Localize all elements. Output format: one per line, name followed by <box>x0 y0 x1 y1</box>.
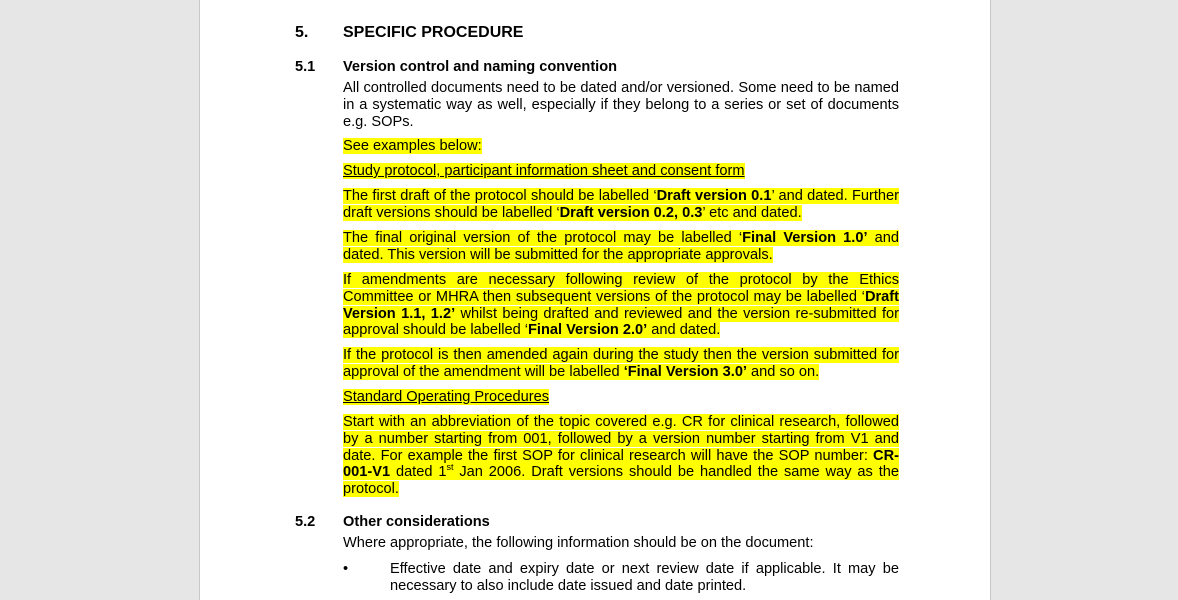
section-5-1-title: Version control and naming convention <box>343 59 618 75</box>
section-5-title: SPECIFIC PROCEDURE <box>343 24 524 41</box>
section-5-number: 5. <box>295 24 309 41</box>
para-final-version: The final original version of the protocol may be labelled ‘Final Version 1.0’ and dated. This version will be submitted for the appropriate approvals. <box>343 230 900 263</box>
subheading-protocol: Study protocol, participant information sheet and consent form <box>343 163 745 179</box>
document-page <box>199 0 991 600</box>
bullet-marker: • <box>343 561 349 577</box>
see-examples: See examples below: <box>343 138 482 154</box>
section-5-2-intro: Where appropriate, the following information should be on the document: <box>343 535 814 551</box>
para-sop-naming: Start with an abbreviation of the topic covered e.g. CR for clinical research, followed by a number starting from 001, followed by a version number starting from V1 and date. For example the first SOP for clinical research will have the SOP number: CR-001-V1 dated 1st Jan 2006. Draft versions should be handled the same way as the protocol. <box>343 414 899 498</box>
para-amendments: If amendments are necessary following review of the protocol by the Ethics Committee or MHRA then subsequent versions of the protocol may be labelled ‘Draft Version 1.1, 1.2’ whilst being drafted and reviewed and the version re-submitted for approval should be labelled ‘Final Version 2.0’ and dated. <box>343 272 899 339</box>
section-5-2-number: 5.2 <box>295 514 316 530</box>
section-5-1-number: 5.1 <box>295 59 316 75</box>
bullet-item-dates: Effective date and expiry date or next review date if applicable. It may be necessary to also include date issued and date printed. <box>390 561 899 594</box>
para-first-draft: The first draft of the protocol should be labelled ‘Draft version 0.1’ and dated. Further draft versions should be labelled ‘Draft version 0.2, 0.3’ etc and dated. <box>343 188 899 221</box>
section-5-2-title: Other considerations <box>343 514 490 530</box>
subheading-sop: Standard Operating Procedures <box>343 389 550 405</box>
para-amended-again: If the protocol is then amended again during the study then the version submitted for approval of the amendment will be labelled ‘Final Version 3.0’ and so on. <box>343 347 899 380</box>
section-5-1-intro: All controlled documents need to be dated and/or versioned. Some need to be named in a systematic way as well, especially if they belong to a series or set of documents e.g. SOPs. <box>343 80 899 130</box>
